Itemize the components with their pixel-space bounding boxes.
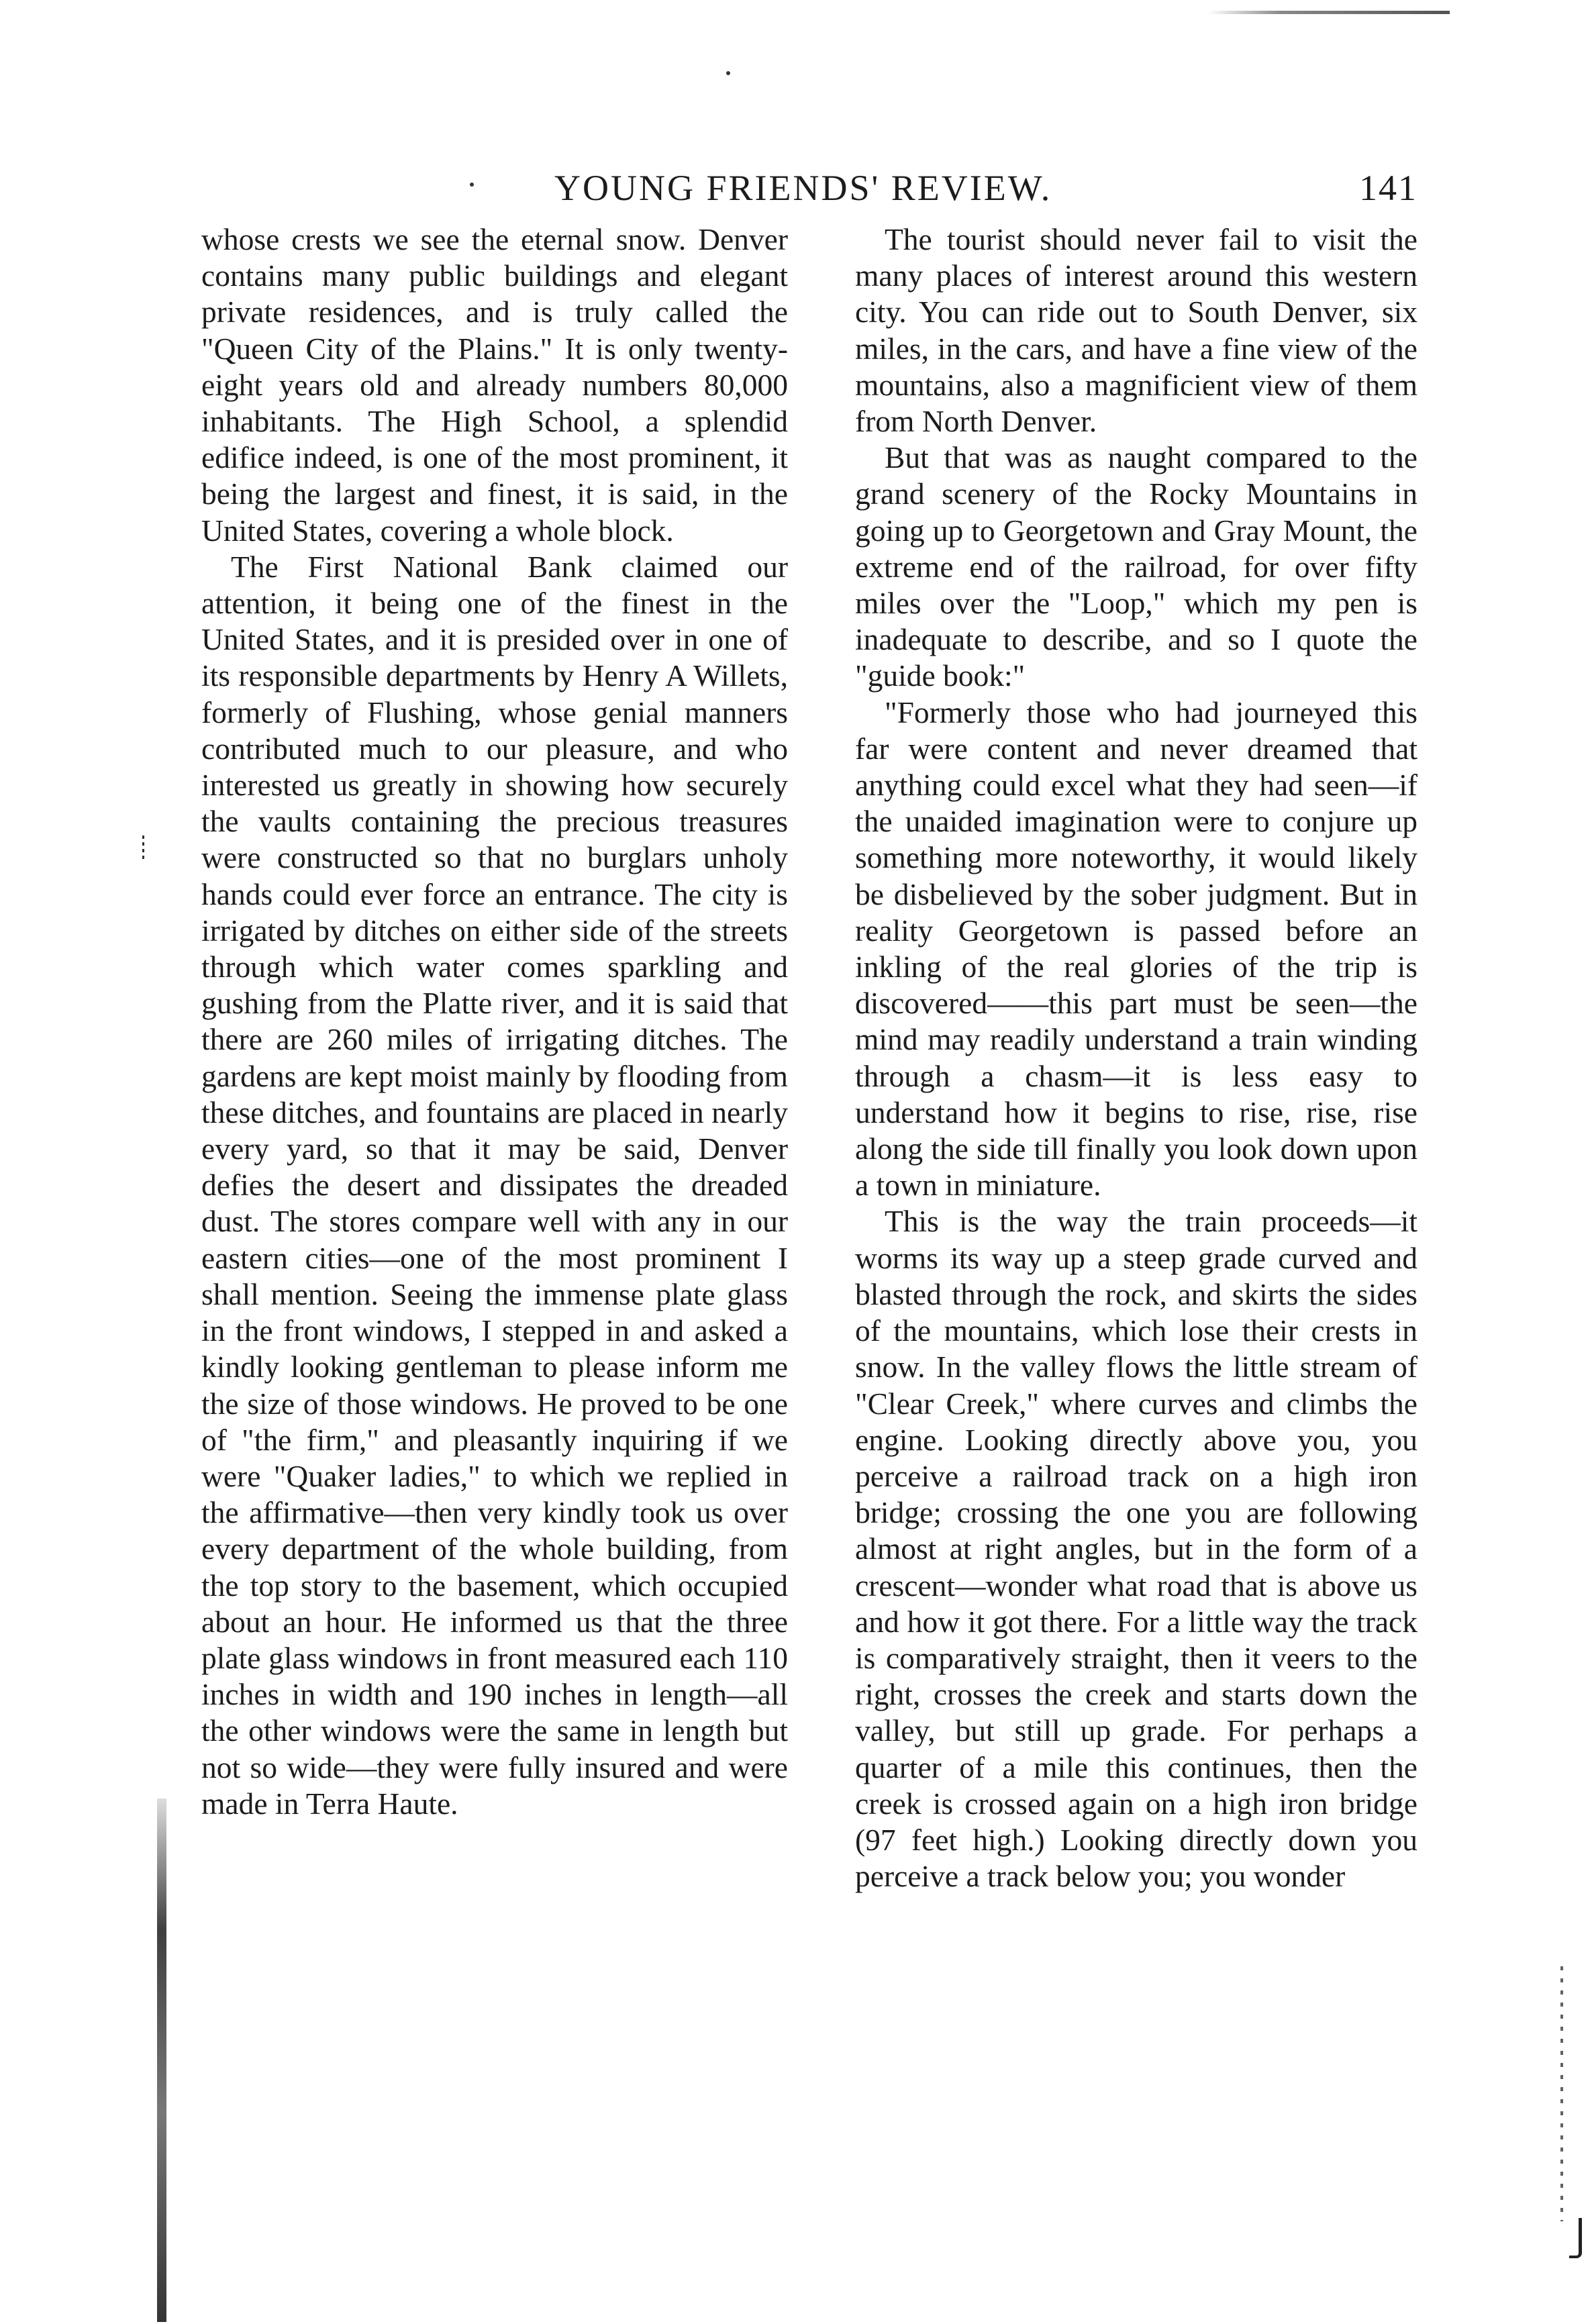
- right-paragraph-2: But that was as naught compared to the grand scenery of the Rocky Mountains in going up to Georgetown and Gray Mount, the extreme end of the railroad, for over fifty miles over the "Loop," which my pen is inadequate to describe, and so I quote the "guide book:": [855, 440, 1417, 693]
- left-paragraph-2: The First National Bank claimed our attention, it being one of the finest in the United States, and it is presided over in one of its responsible departments by Henry A Willets, formerly of Flushing, whose genial manners contributed much to our pleasure, and who interested us greatly in showing how securely the vaults containing the precious treasures were constructed so that no burglars unholy hands could ever force an entrance. The city is irrigated by ditches on either side of the streets through which water comes sparkling and gushing from the Platte river, and it is said that there are 260 miles of irrigating ditches. The gardens are kept moist mainly by flooding from these ditches, and fountains are placed in nearly every yard, so that it may be said, Denver defies the desert and dissipates the dreaded dust. The stores compare well with any in our eastern cities—one of the most prominent I shall mention. Seeing the immense plate glass in the front windows, I stepped in and asked a kindly looking gentleman to please inform me the size of those windows. He proved to be one of "the firm," and pleasantly inquiring if we were "Quaker ladies," to which we replied in the affirmative—then very kindly took us over every department of the whole building, from the top story to the basement, which occupied about an hour. He informed us that the three plate glass windows in front measured each 110 inches in width and 190 inches in length—all the other windows were the same in length but not so wide—they were fully insured and were made in Terra Haute.: [201, 549, 788, 1821]
- ink-speck: [726, 71, 730, 75]
- right-column: [855, 221, 1417, 1894]
- running-header: [201, 161, 1417, 215]
- right-edge-dots: [1560, 1966, 1563, 2221]
- left-paragraph-1: whose crests we see the eternal snow. Denver contains many public buildings and elegant private residences, and is truly called the "Queen City of the Plains." It is only twenty-eight years old and already numbers 80,000 inhabitants. The High School, a splendid edifice indeed, is one of the most prominent, it being the largest and finest, it is said, in the United States, covering a whole block.: [201, 222, 788, 548]
- binding-edge-shadow: [157, 1799, 166, 2322]
- right-paragraph-3: "Formerly those who had journeyed this far were content and never dreamed that anything could excel what they had seen—if the unaided imagination were to conjure up something more noteworthy, it would likely be disbelieved by the sober judgment. But in reality Georgetown is passed before an inkling of the real glories of the trip is discovered——this part must be seen—the mind may readily understand a train winding through a chasm—it is less easy to understand how it begins to rise, rise, rise along the side till finally you look down upon a town in miniature.: [855, 695, 1417, 1203]
- header-bullet: [470, 183, 474, 187]
- right-edge-mark: [1569, 2218, 1582, 2258]
- right-paragraph-1: The tourist should never fail to visit the many places of interest around this western city. You can ride out to South Denver, six miles, in the cars, and have a fine view of the mountains, also a magnificient view of them from North Denver.: [855, 222, 1417, 439]
- top-rule-mark: [1208, 11, 1450, 14]
- left-column: [201, 221, 788, 1822]
- journal-title: YOUNG FRIENDS' REVIEW.: [554, 168, 1052, 208]
- right-paragraph-4: This is the way the train proceeds—it worms its way up a steep grade curved and blasted through the rock, and skirts the sides of the mountains, which lose their crests in snow. In the valley flows the little stream of "Clear Creek," where curves and climbs the engine. Looking directly above you, you perceive a railroad track on a high iron bridge; crossing the one you are following almost at right angles, but in the form of a crescent—wonder what road that is above us and how it got there. For a little way the track is comparatively straight, then it veers to the right, crosses the creek and starts down the valley, but still up grade. For perhaps a quarter of a mile this continues, then the creek is crossed again on a high iron bridge (97 feet high.) Looking directly down you perceive a track below you; you wonder: [855, 1204, 1417, 1894]
- page-number: 141: [1359, 168, 1417, 208]
- margin-tick-mark: [142, 836, 144, 862]
